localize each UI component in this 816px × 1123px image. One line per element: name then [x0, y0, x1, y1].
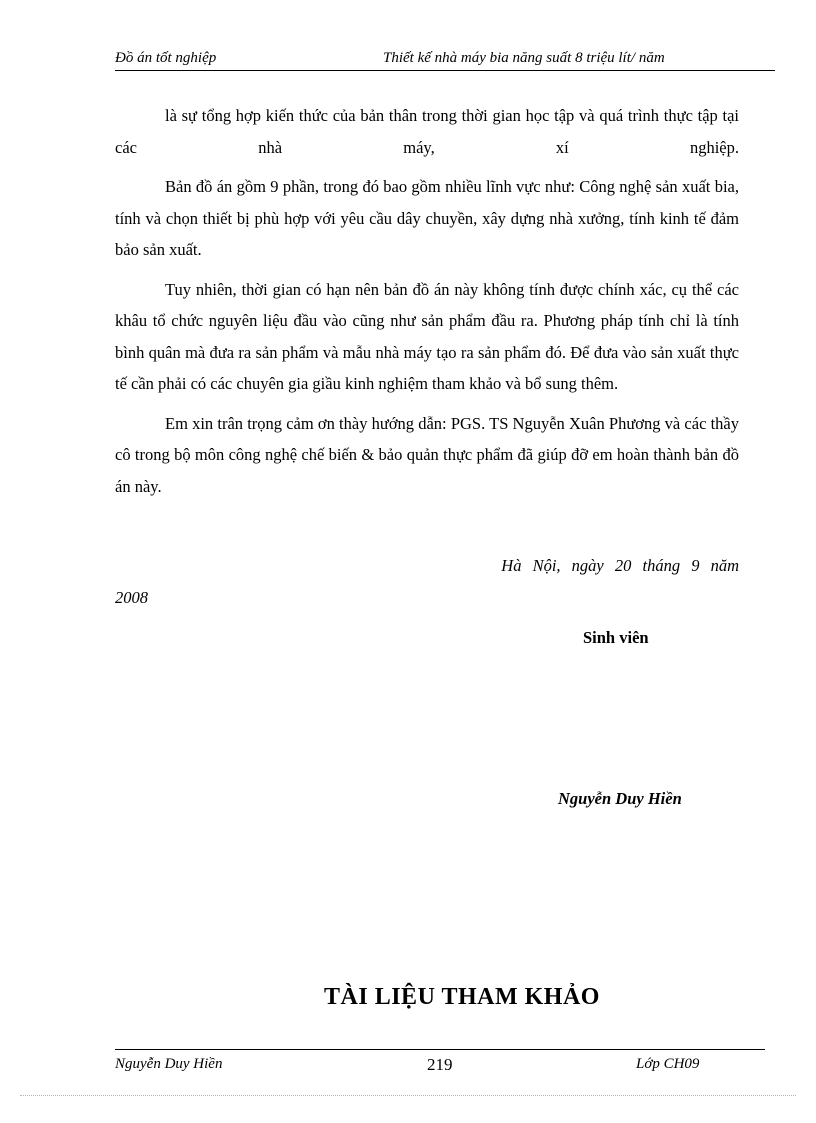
footer-author: Nguyễn Duy Hiền: [115, 1056, 223, 1072]
footer-divider: [115, 1049, 765, 1050]
signer-name: Nguyễn Duy Hiền: [558, 789, 682, 808]
signature-year: 2008: [115, 588, 148, 607]
section-title: TÀI LIỆU THAM KHẢO: [324, 984, 600, 1010]
page-number: 219: [427, 1055, 453, 1074]
document-body: [115, 100, 739, 502]
header-document-type: Đồ án tốt nghiệp: [115, 50, 217, 66]
paragraph-4: Em xin trân trọng cảm ơn thày hướng dẫn: PGS. TS Nguyễn Xuân Phương và các thầy cô trong bộ môn công nghệ chế biến & bảo quản thực phẩm đã giúp đỡ em hoàn thành bản đồ án này.: [115, 413, 739, 496]
signer-role: Sinh viên: [583, 628, 649, 647]
signature-date: Hà Nội, ngày 20 tháng 9 năm: [501, 556, 739, 575]
page-boundary: [20, 1095, 796, 1096]
paragraph-1: là sự tổng hợp kiến thức của bản thân trong thời gian học tập và quá trình thực tập tại các nhà máy, xí nghiệp.: [115, 106, 739, 157]
footer-class: Lớp CH09: [636, 1056, 700, 1072]
paragraph-2: Bản đồ án gồm 9 phần, trong đó bao gồm nhiều lĩnh vực như: Công nghệ sản xuất bia, tính và chọn thiết bị phù hợp với yêu cầu dây chuyền, xây dựng nhà xưởng, tính kinh tế đảm bảo sản xuất.: [115, 177, 739, 259]
paragraph-3: Tuy nhiên, thời gian có hạn nên bản đồ án này không tính được chính xác, cụ thể các khâu tổ chức nguyên liệu đầu vào cũng như sản phẩm đầu ra. Phương pháp tính chỉ là tính bình quân mà đưa ra sản phẩm và mẫu nhà máy tạo ra sản phẩm đó. Để đưa vào sản xuất thực tế cần phải có các chuyên gia giầu kinh nghiệm tham khảo và bổ sung thêm.: [115, 279, 739, 393]
header-document-title: Thiết kế nhà máy bia năng suất 8 triệu lít/ năm: [383, 50, 665, 66]
page-header: [115, 48, 775, 71]
